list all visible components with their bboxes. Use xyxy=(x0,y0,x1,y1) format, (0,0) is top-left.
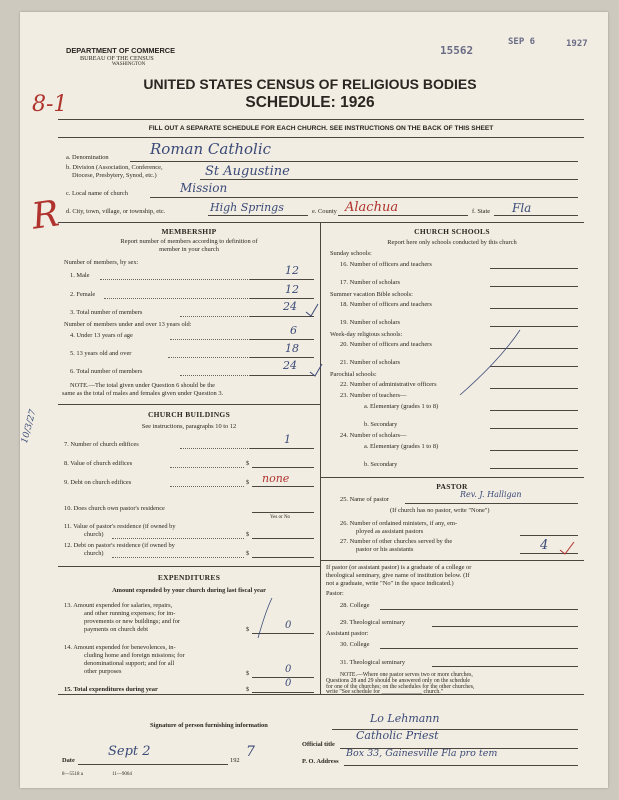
q5-over13-label: 5. 13 years old and over xyxy=(70,350,132,357)
q6-total-label: 6. Total number of members xyxy=(70,368,143,375)
print-number: 11—9064 xyxy=(112,772,132,777)
expenditures-sub: Amount expended by your church during last fiscal year xyxy=(112,587,266,594)
buildings-sub: See instructions, paragraphs 10 to 12 xyxy=(141,423,237,430)
official-title-value: Catholic Priest xyxy=(356,729,439,742)
q13-line-4: payments on church debt xyxy=(84,626,149,633)
q28-label: 28. College xyxy=(340,602,370,609)
general-instruction: FILL OUT A SEPARATE SCHEDULE FOR EACH CHURCH. SEE INSTRUCTIONS ON THE BACK OF THIS SHEET xyxy=(148,125,494,132)
po-address-label: P. O. Address xyxy=(302,758,339,765)
q9-value: none xyxy=(262,472,290,485)
q31-label: 31. Theological seminary xyxy=(340,659,406,666)
q14-value: 0 xyxy=(285,664,292,675)
q16-label: 16. Number of officers and teachers xyxy=(340,261,432,268)
pastor-note-3: for one of the churches; on the schedules for the other churches, xyxy=(326,684,475,690)
age-heading: Number of members under and over 13 years old: xyxy=(64,321,192,328)
college-note-2: theological seminary, give name of institution below. (If xyxy=(326,572,470,579)
denomination-value: Roman Catholic xyxy=(150,140,272,158)
margin-date-note: 10/3/27 xyxy=(20,408,39,445)
pastor-note-1: NOTE.—Where one pastor serves two or more churches, xyxy=(340,672,473,678)
q23a-label: a. Elementary (grades 1 to 8) xyxy=(364,403,439,410)
state-label: f. State xyxy=(472,208,491,215)
membership-sub-1: Report number of members according to definition of xyxy=(120,238,258,245)
city-label: d. City, town, village, or township, etc. xyxy=(66,208,166,215)
county-value: Alachua xyxy=(345,200,399,215)
q15-value: 0 xyxy=(285,678,292,689)
q27-value: 4 xyxy=(540,538,549,553)
q18-label: 18. Number of officers and teachers xyxy=(340,301,432,308)
form-number: 8—5518 a xyxy=(62,772,83,777)
q12-label-2: church) xyxy=(84,550,104,557)
margin-mark-8-1: 8-1 xyxy=(32,92,68,117)
county-label: e. County xyxy=(312,208,337,215)
q15-dollar: $ xyxy=(246,686,250,693)
received-date-stamp: SEP 6 xyxy=(508,37,536,47)
q29-label: 29. Theological seminary xyxy=(340,619,406,626)
schools-sub: Report here only schools conducted by this church xyxy=(387,239,517,246)
q13-dollar: $ xyxy=(246,626,250,633)
q15-label: 15. Total expenditures during year xyxy=(64,686,158,693)
official-title-label: Official title xyxy=(302,741,335,748)
q10-label: 10. Does church own pastor's residence xyxy=(64,505,165,512)
q24b-label: b. Secondary xyxy=(364,461,398,468)
q14-dollar: $ xyxy=(246,670,250,677)
q27-label-2: pastor or his assistants xyxy=(356,546,414,553)
q17-label: 17. Number of scholars xyxy=(340,279,400,286)
q23b-label: b. Secondary xyxy=(364,421,398,428)
q2-female-value: 12 xyxy=(285,283,299,296)
membership-sub-2: member in your church xyxy=(159,246,219,253)
q6-total-value: 24 xyxy=(283,359,297,372)
form-subtitle: SCHEDULE: 1926 xyxy=(245,94,375,111)
q9-label: 9. Debt on church edifices xyxy=(64,479,132,486)
members-by-sex-label: Number of members, by sex: xyxy=(64,259,139,266)
serial-number-stamp: 15562 xyxy=(440,44,474,57)
q26-label: 26. Number of ordained ministers, if any, em- xyxy=(340,520,458,527)
q11-label: 11. Value of pastor's residence (if owned by xyxy=(64,523,176,530)
pastor-label: Pastor: xyxy=(326,590,344,597)
q27-label: 27. Number of other churches served by the xyxy=(340,538,453,545)
assistant-pastor-label: Assistant pastor: xyxy=(326,630,369,637)
year-prefix: 192 xyxy=(230,757,240,764)
pastor-note-2: Questions 28 and 29 should be answered only on the schedule xyxy=(326,678,470,684)
q4-under13-value: 6 xyxy=(290,324,297,337)
q14-line-2: cluding home and foreign missions; for xyxy=(84,652,185,659)
pastor-title: PASTOR xyxy=(436,482,468,491)
q8-label: 8. Value of church edifices xyxy=(64,460,133,467)
sunday-label: Sunday schools: xyxy=(330,250,372,257)
q4-under13-label: 4. Under 13 years of age xyxy=(70,332,133,339)
expenditures-title: EXPENDITURES xyxy=(157,573,221,582)
state-value: Fla xyxy=(512,201,532,215)
q7-label: 7. Number of church edifices xyxy=(64,441,139,448)
buildings-title: CHURCH BUILDINGS xyxy=(147,410,231,419)
date-value: Sept 2 xyxy=(108,744,151,759)
year-value: 7 xyxy=(246,744,255,760)
q12-label: 12. Debt on pastor's residence (if owned by xyxy=(64,542,175,549)
q3-total-label: 3. Total number of members xyxy=(70,309,143,316)
division-label: b. Division (Association, Conference, xyxy=(66,164,163,171)
division-value: St Augustine xyxy=(205,164,290,179)
local-name-value: Mission xyxy=(180,181,228,195)
yes-no-hint: Yes or No xyxy=(270,515,291,520)
local-name-label: c. Local name of church xyxy=(66,190,128,197)
date-label: Date xyxy=(62,757,75,764)
q1-male-label: 1. Male xyxy=(70,272,90,279)
division-label-2: Diocese, Presbytery, Synod, etc.) xyxy=(72,172,157,179)
form-title: UNITED STATES CENSUS OF RELIGIOUS BODIES xyxy=(143,76,477,92)
q13-line-2: and other running expenses; for im- xyxy=(84,610,176,617)
q25-label: 25. Name of pastor xyxy=(340,496,389,503)
department-name: DEPARTMENT OF COMMERCE xyxy=(66,46,176,55)
q19-label: 19. Number of scholars xyxy=(340,319,400,326)
denomination-label: a. Denomination xyxy=(66,154,109,161)
q23-label: 23. Number of teachers— xyxy=(340,392,407,399)
q11-dollar: $ xyxy=(246,531,250,538)
po-address-value: Box 33, Gainesville Fla pro tem xyxy=(346,748,498,759)
q25-value: Rev. J. Halligan xyxy=(460,490,522,499)
q12-dollar: $ xyxy=(246,550,250,557)
signature-value: Lo Lehmann xyxy=(370,712,440,725)
schools-title: CHURCH SCHOOLS xyxy=(414,227,490,236)
college-note-1: If pastor (or assistant pastor) is a graduate of a college or xyxy=(326,564,472,571)
membership-note-2: same as the total of males and females given under Question 3. xyxy=(62,390,224,397)
membership-title: MEMBERSHIP xyxy=(161,227,217,236)
q25-note: (If church has no pastor, write "None") xyxy=(390,507,490,514)
q30-label: 30. College xyxy=(340,641,370,648)
signature-label: Signature of person furnishing information xyxy=(150,722,268,729)
q7-value: 1 xyxy=(284,433,291,446)
q1-male-value: 12 xyxy=(285,264,299,277)
q3-total-value: 24 xyxy=(283,300,297,313)
q24-label: 24. Number of scholars— xyxy=(340,432,407,439)
margin-mark-r: R xyxy=(29,193,62,238)
q13-line-1: 13. Amount expended for salaries, repairs, xyxy=(64,602,173,609)
q22-label: 22. Number of administrative officers xyxy=(340,381,437,388)
q24a-label: a. Elementary (grades 1 to 8) xyxy=(364,443,439,450)
membership-note-1: NOTE.—The total given under Question 6 should be the xyxy=(70,382,216,389)
summer-label: Summer vacation Bible schools: xyxy=(330,291,413,298)
q8-dollar: $ xyxy=(246,460,250,467)
q13-value: 0 xyxy=(285,620,292,631)
q2-female-label: 2. Female xyxy=(70,291,96,298)
q21-label: 21. Number of scholars xyxy=(340,359,400,366)
q26-label-2: ployed as assistant pastors xyxy=(356,528,424,535)
pastor-note-4: write "See schedule for ______________ church." xyxy=(326,689,444,695)
weekday-label: Week-day religious schools: xyxy=(330,331,403,338)
parochial-label: Parochial schools: xyxy=(330,371,377,378)
college-note-3: not a graduate, write "No" in the space indicated.) xyxy=(326,580,454,587)
city-value: High Springs xyxy=(210,201,284,214)
q14-line-1: 14. Amount expended for benevolences, in- xyxy=(64,644,176,651)
q20-label: 20. Number of officers and teachers xyxy=(340,341,432,348)
q5-over13-value: 18 xyxy=(285,342,299,355)
city-name: WASHINGTON xyxy=(112,62,146,67)
q14-line-4: other purposes xyxy=(84,668,122,675)
q14-line-3: denominational support; and for all xyxy=(84,660,175,667)
q9-dollar: $ xyxy=(246,479,250,486)
received-year-stamp: 1927 xyxy=(566,39,588,49)
bureau-name: BUREAU OF THE CENSUS xyxy=(80,55,154,62)
q13-line-3: provements or new buildings; and for xyxy=(84,618,181,625)
q11-label-2: church) xyxy=(84,531,104,538)
